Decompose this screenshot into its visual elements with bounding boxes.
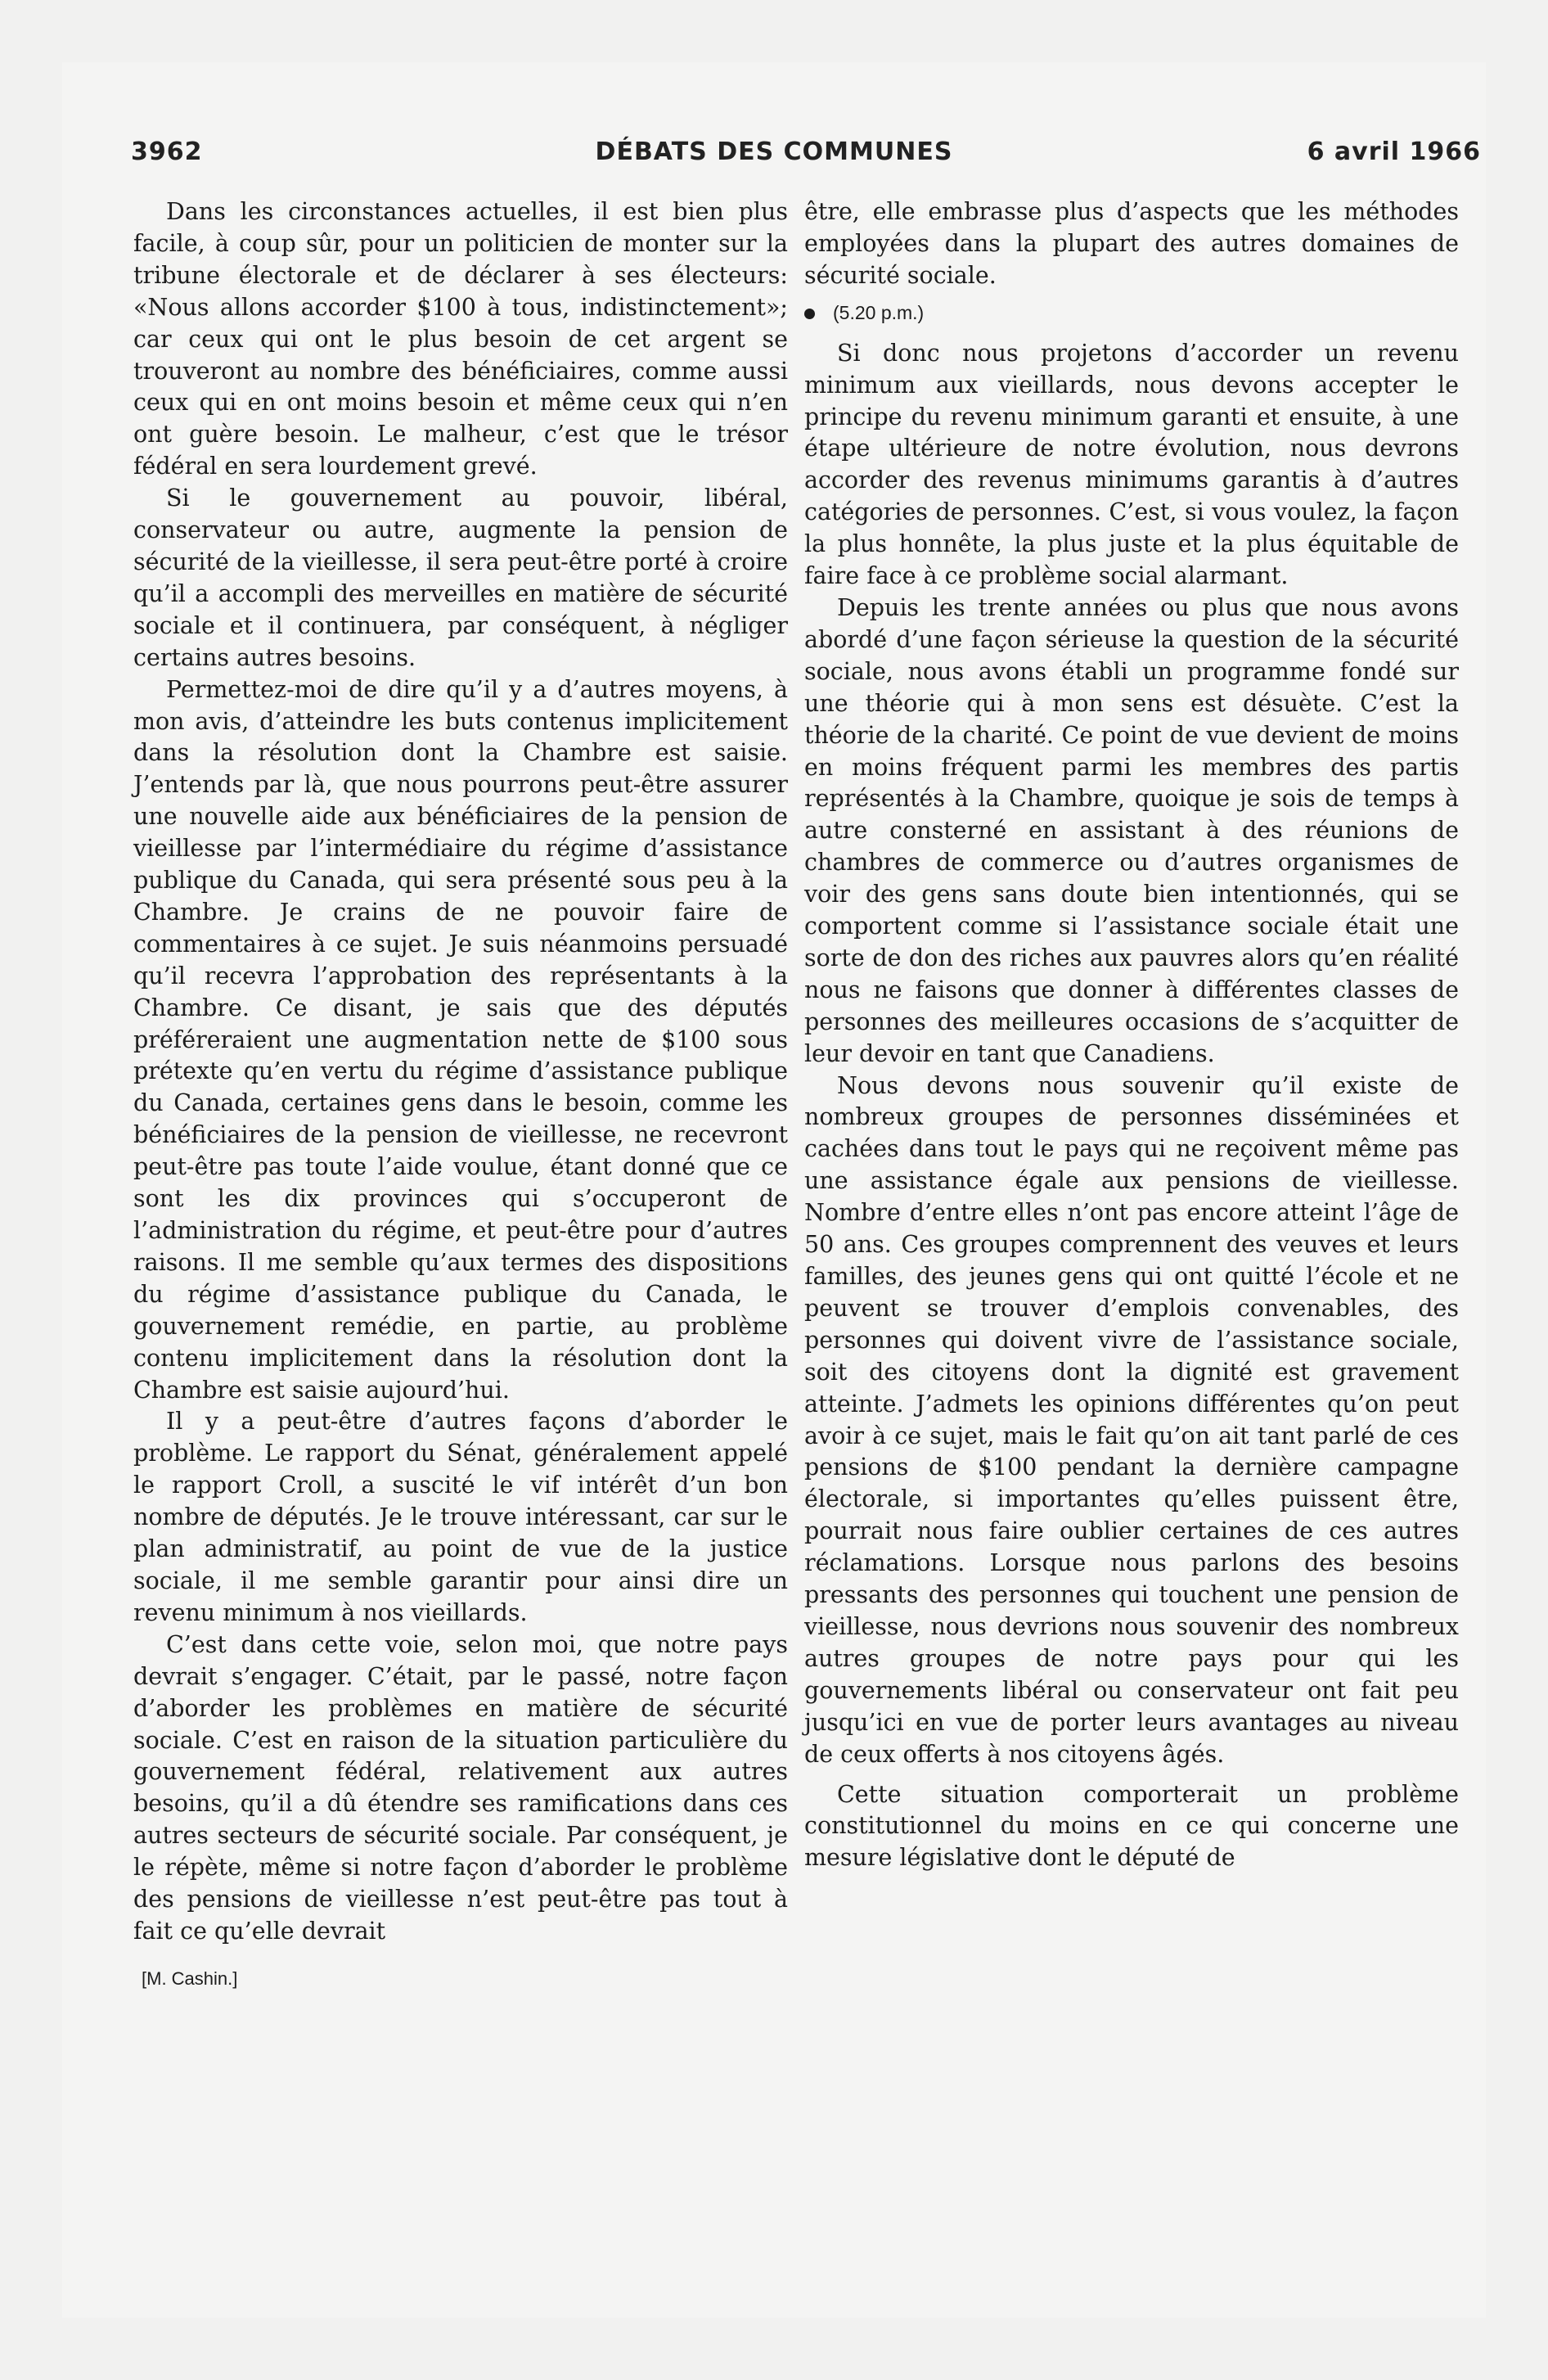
paragraph: Nous devons nous souvenir qu’il existe de nombreux groupes de personnes disséminées et cachées dans tout le pays qui ne reçoivent même pas une assistance égale aux pensions de vieillesse. Nombre d’entre elles n’ont pas encore atteint l’âge de 50 ans. Ces groupes comprennent des veuves et leurs familles, des jeunes gens qui ont quitté l’école et ne peuvent se trouver d’emplois convenables, des personnes qui doivent vivre de l’assistance sociale, soit des citoyens dont la dignité est gravement atteinte. J’admets les opinions différentes qu’on peut avoir à ce sujet, mais le fait qu’on ait tant parlé de ces pensions de $100 pendant la dernière campagne électorale, si importantes qu’elles puissent être, pourrait nous faire oublier certaines de ces autres réclamations. Lorsque nous parlons des besoins pressants des personnes qui touchent une pension de vieillesse, nous devrions nous souvenir des nombreux autres groupes de notre pays pour qui les gouvernements libéral ou conservateur ont fait peu jusqu’ici en vue de porter leurs avantages au niveau de ceux offerts à nos citoyens âgés.	[804, 1071, 1459, 1768]
page-title: DÉBATS DES COMMUNES	[595, 137, 953, 166]
paragraph: Dans les circonstances actuelles, il est bien plus facile, à coup sûr, pour un politicien de monter sur la tribune électorale et de déclarer à ses électeurs: «Nous allons accorder $100 à tous, indistinctement»; car ceux qui ont le plus besoin de cet argent se trouveront au nombre des bénéficiaires, comme aussi ceux qui en ont moins besoin et même ceux qui n’en ont guère besoin. Le malheur, c’est que le trésor fédéral en sera lourdement grevé.	[133, 198, 788, 480]
paragraph: Depuis les trente années ou plus que nous avons abordé d’une façon sérieuse la question de la sécurité sociale, nous avons établi un programme fondé sur une théorie qui à mon sens est désuète. C’est la théorie de la charité. Ce point de vue devient de moins en moins fréquent parmi les membres des partis représentés à la Chambre, quoique je sois de temps à autre consterné en assistant à des réunions de chambres de commerce ou d’autres organismes de voir des gens sans doute bien intentionnés, qui se comportent comme si l’assistance sociale était une sorte de don des riches aux pauvres alors qu’en réalité nous ne faisons que donner à différentes classes de personnes des meilleures occasions de s’acquitter de leur devoir en tant que Canadiens.	[804, 593, 1459, 1067]
paragraph: Cette situation comporterait un problème constitutionnel du moins en ce qui concerne une mesure législative dont le député de	[804, 1780, 1459, 1872]
left-column	[133, 196, 788, 1990]
time-marker-text: (5.20 p.m.)	[833, 301, 925, 323]
paragraph: C’est dans cette voie, selon moi, que notre pays devrait s’engager. C’était, par le passé, notre façon d’aborder les problèmes en matière de sécurité sociale. C’est en raison de la situation particulière du gouvernement fédéral, relativement aux autres besoins, qu’il a dû étendre ses ramifications dans ces autres secteurs de sécurité sociale. Par conséquent, je le répète, même si notre façon d’aborder le problème des pensions de vieillesse n’est peut-être pas tout à fait ce qu’elle devrait	[133, 1630, 788, 1945]
page-date: 6 avril 1966	[1307, 137, 1481, 166]
speaker-attribution: [M. Cashin.]	[142, 1968, 238, 1989]
paragraph: Si le gouvernement au pouvoir, libéral, conservateur ou autre, augmente la pension de sécurité de la vieillesse, il sera peut-être porté à croire qu’il a accompli des merveilles en matière de sécurité sociale et il continuera, par conséquent, à négliger certains autres besoins.	[133, 485, 788, 671]
right-column	[804, 196, 1459, 1874]
paragraph: Il y a peut-être d’autres façons d’aborder le problème. Le rapport du Sénat, généralement appelé le rapport Croll, a suscité le vif intérêt d’un bon nombre de députés. Je le trouve intéressant, car sur le plan administratif, au point de vue de la justice sociale, il me semble garantir pour ainsi dire un revenu minimum à nos vieillards.	[133, 1408, 788, 1626]
bullet-icon	[804, 309, 815, 319]
page-number: 3962	[131, 137, 203, 166]
paragraph-continuation: être, elle embrasse plus d’aspects que les méthodes employées dans la plupart des autres domaines de sécurité sociale.	[804, 198, 1459, 289]
time-marker	[804, 300, 1459, 325]
paragraph: Permettez-moi de dire qu’il y a d’autres moyens, à mon avis, d’atteindre les buts contenus implicitement dans la résolution dont la Chambre est saisie. J’entends par là, que nous pourrons peut-être assurer une nouvelle aide aux bénéficiaires de la pension de vieillesse par l’intermédiaire du régime d’assistance publique du Canada, qui sera présenté sous peu à la Chambre. Je crains de ne pouvoir faire de commentaires à ce sujet. Je suis néanmoins persuadé qu’il recevra l’approbation des représentants à la Chambre. Ce disant, je sais que des députés préféreraient une augmentation nette de $100 sous prétexte qu’en vertu du régime d’assistance publique du Canada, certaines gens dans le besoin, comme les bénéficiaires de la pension de vieillesse, ne recevront peut-être pas toute l’aide voulue, étant donné que ce sont les dix provinces qui s’occuperont de l’administration du régime, et peut-être pour d’autres raisons. Il me semble qu’aux termes des dispositions du régime d’assistance publique du Canada, le gouvernement remédie, en partie, au problème contenu implicitement dans la résolution dont la Chambre est saisie aujourd’hui.	[133, 675, 788, 1404]
paragraph: Si donc nous projetons d’accorder un revenu minimum aux vieillards, nous devons accepter le principe du revenu minimum garanti et ensuite, à une étape ultérieure de notre évolution, nous devrons accorder des revenus minimums garantis à d’autres catégories de personnes. C’est, si vous voulez, la façon la plus honnête, la plus juste et la plus équitable de faire face à ce problème social alarmant.	[804, 339, 1459, 590]
